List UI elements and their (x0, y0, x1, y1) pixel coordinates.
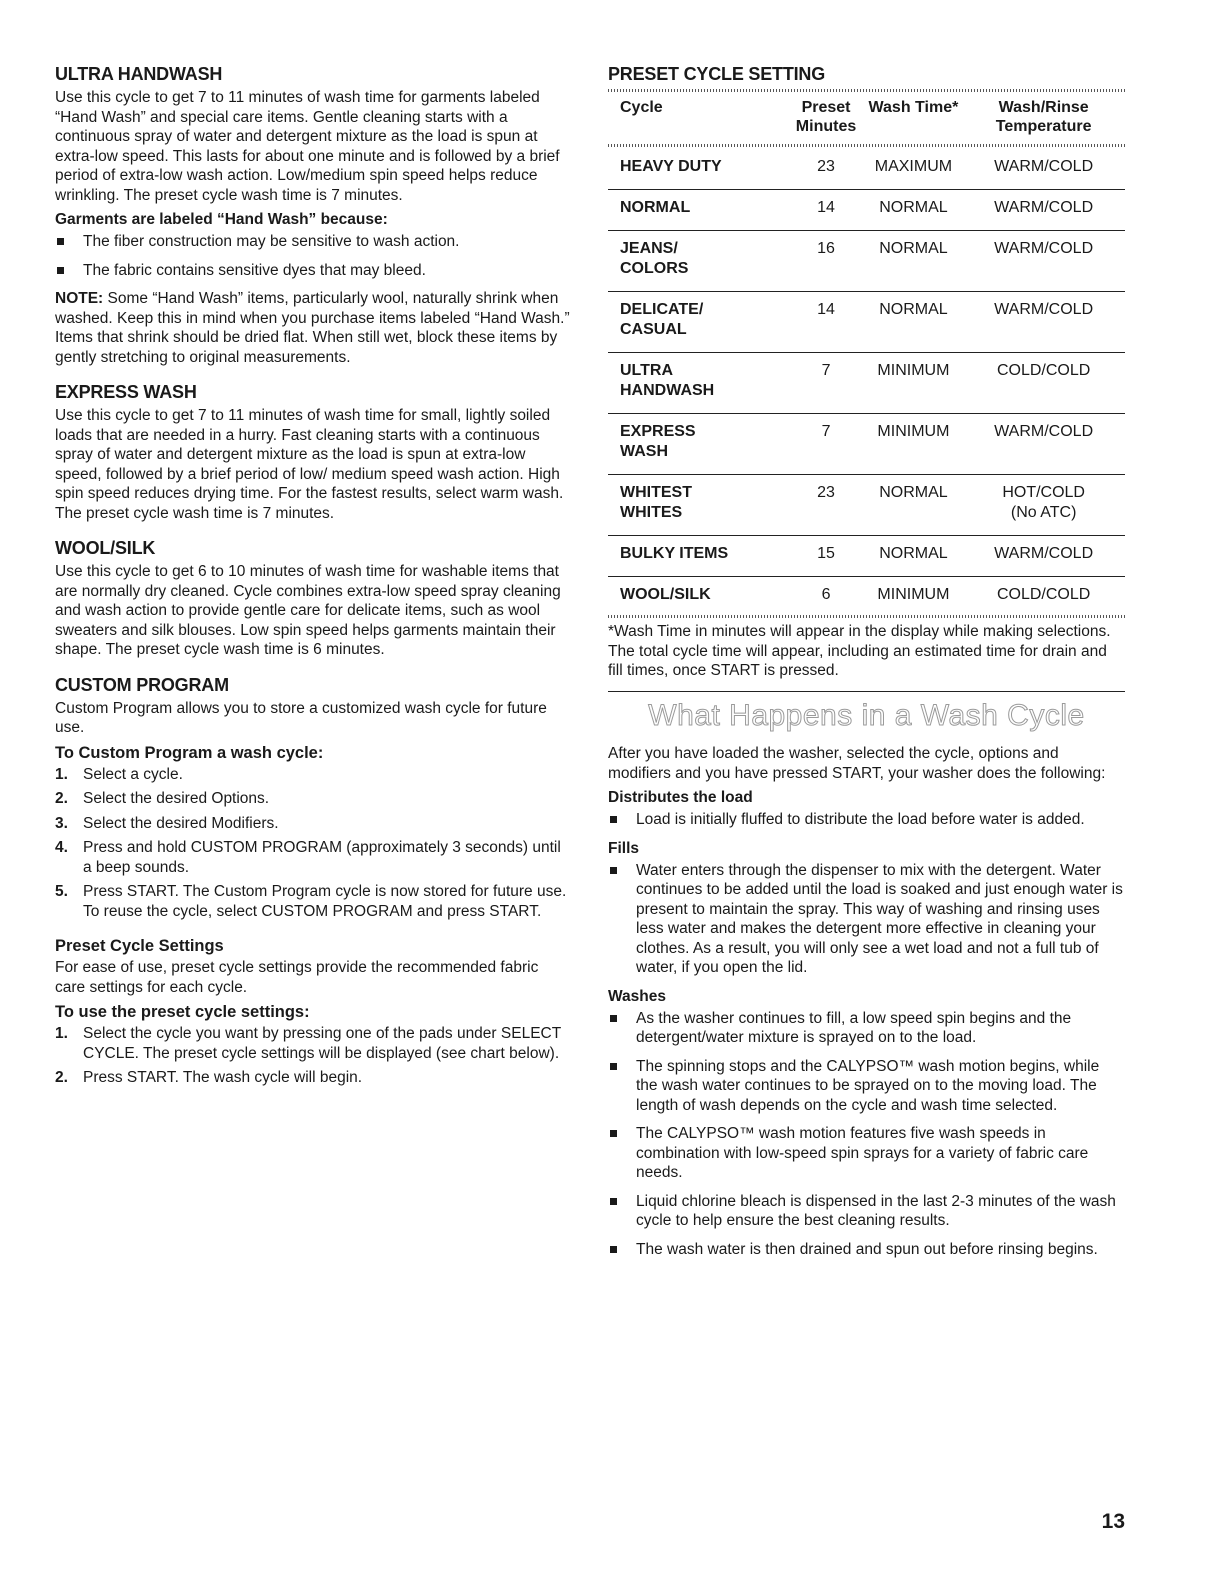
table-top-divider (608, 89, 1125, 92)
minutes-cell: 6 (821, 586, 831, 603)
step-text: Press START. The Custom Program cycle is now stored for future use. To reuse the cycle, select CUSTOM PROGRAM and press START. (83, 883, 567, 920)
express-wash-section (55, 382, 570, 523)
ultra-handwash-heading: ULTRA HANDWASH (55, 64, 223, 84)
hand-wash-reasons-list (55, 232, 570, 280)
list-item: The CALYPSO™ wash motion features five wash speeds in combination with low-speed spin sprays for a variety of fabric care needs. (608, 1124, 1125, 1183)
wool-silk-section (55, 538, 570, 660)
table-header-row (608, 96, 1125, 144)
minutes-cell: 16 (788, 231, 865, 292)
step-item (55, 882, 570, 921)
table-title: PRESET CYCLE SETTING (608, 64, 826, 84)
list-item: The spinning stops and the CALYPSO™ wash motion begins, while the wash water continues to be sprayed on to the moving load. The length of wash depends on the cycle and wash time selected. (608, 1057, 1125, 1116)
cycle-cell: HEAVY DUTY (608, 149, 788, 190)
wash-time-cell: MINIMUM (865, 414, 963, 475)
wash-time-cell: MINIMUM (865, 353, 963, 414)
temperature-cell: WARM/COLD (962, 190, 1125, 231)
hand-wash-note (55, 289, 570, 367)
step-text: Select the cycle you want by pressing one of the pads under SELECT CYCLE. The preset cycle settings will be displayed (see chart below). (83, 1025, 561, 1062)
temperature-cell: WARM/COLD (962, 149, 1125, 190)
cycle-cell: WOOL/SILK (620, 586, 711, 603)
left-column (55, 64, 570, 1103)
step-number: 5. (55, 883, 68, 900)
wool-silk-heading: WOOL/SILK (55, 538, 156, 558)
step-item (55, 789, 570, 809)
step-text: Select the desired Modifiers. (83, 814, 279, 832)
custom-program-section (55, 675, 570, 922)
step-number: 2. (55, 790, 68, 807)
step-number: 4. (55, 839, 68, 856)
express-wash-heading: EXPRESS WASH (55, 382, 197, 402)
distributes-list (608, 810, 1125, 830)
custom-program-steps (55, 765, 570, 922)
minutes-cell: 7 (788, 414, 865, 475)
list-item: The fabric contains sensitive dyes that may bleed. (55, 261, 570, 281)
table-row (608, 536, 1125, 577)
page-number: 13 (1101, 1510, 1125, 1533)
table-row (608, 292, 1125, 353)
table-row (608, 577, 1125, 612)
preset-cycle-table (608, 96, 1125, 611)
header-temperature: Wash/Rinse Temperature (995, 99, 1092, 135)
table-row (608, 414, 1125, 475)
minutes-cell: 23 (788, 475, 865, 536)
express-wash-body: Use this cycle to get 7 to 11 minutes of wash time for small, lightly soiled loads that are needed in a hurry. Fast cleaning starts with a continuous spray of water and detergent mixture as the load is spun at extra-low speed, followed by a brief period of low/ medium speed wash action. High spin speed reduces drying time. For the fastest results, select warm wash. The preset cycle wash time is 7 minutes. (55, 407, 564, 522)
step-item (55, 838, 570, 877)
table-header-divider (608, 144, 1125, 147)
fills-heading: Fills (608, 839, 640, 857)
temperature-cell: WARM/COLD (962, 231, 1125, 292)
custom-program-steps-heading: To Custom Program a wash cycle: (55, 743, 324, 762)
minutes-cell: 7 (788, 353, 865, 414)
header-cycle: Cycle (620, 99, 663, 116)
table-row (608, 190, 1125, 231)
cycle-cell: NORMAL (608, 190, 788, 231)
minutes-cell: 14 (788, 292, 865, 353)
cycle-cell: BULKY ITEMS (608, 536, 788, 577)
step-item (55, 1024, 570, 1063)
temperature-cell: WARM/COLD (962, 292, 1125, 353)
step-item (55, 814, 570, 834)
section-rule (608, 691, 1125, 693)
wash-cycle-headline: What Happens in a Wash Cycle (648, 699, 1085, 732)
list-item: Liquid chlorine bleach is dispensed in the last 2-3 minutes of the wash cycle to help ensure the best cleaning results. (608, 1192, 1125, 1231)
cycle-cell: EXPRESS WASH (608, 414, 788, 475)
list-item: The wash water is then drained and spun out before rinsing begins. (608, 1240, 1125, 1260)
wash-time-cell: MAXIMUM (865, 149, 963, 190)
wash-time-cell: MINIMUM (877, 586, 950, 603)
note-text: Some “Hand Wash” items, particularly wool, naturally shrink when washed. Keep this in mind when you purchase items labeled “Hand Wash.” Items that shrink should be dried flat. When still wet, block these items by gently stretching to original measurements. (55, 290, 570, 366)
step-text: Press and hold CUSTOM PROGRAM (approximately 3 seconds) until a beep sounds. (83, 839, 561, 876)
list-item: As the washer continues to fill, a low speed spin begins and the detergent/water mixture is sprayed on to the load. (608, 1009, 1125, 1048)
wash-time-cell: NORMAL (865, 231, 963, 292)
temperature-cell: HOT/COLD (No ATC) (962, 475, 1125, 536)
preset-settings-heading: Preset Cycle Settings (55, 937, 224, 955)
right-column (608, 64, 1125, 1268)
table-row (608, 231, 1125, 292)
cycle-cell: DELICATE/ CASUAL (608, 292, 788, 353)
minutes-cell: 14 (788, 190, 865, 231)
table-row (608, 353, 1125, 414)
ultra-handwash-body: Use this cycle to get 7 to 11 minutes of wash time for garments labeled “Hand Wash” and special care items. Gentle cleaning starts with a continuous spray of water and detergent mixture as the load is spun at extra-low speed. This lasts for about one minute and is followed by a brief period of extra-low wash action. Low/medium spin speed helps reduce wrinkling. The preset cycle wash time is 7 minutes. (55, 89, 560, 204)
cycle-cell: WHITEST WHITES (608, 475, 788, 536)
step-number: 1. (55, 1025, 68, 1042)
list-item: Load is initially fluffed to distribute the load before water is added. (608, 810, 1125, 830)
note-label: NOTE: (55, 290, 104, 307)
wash-time-cell: NORMAL (865, 292, 963, 353)
step-item (55, 1068, 570, 1088)
header-preset-minutes: Preset Minutes (795, 99, 857, 135)
step-text: Select the desired Options. (83, 790, 270, 807)
custom-program-body: Custom Program allows you to store a customized wash cycle for future use. (55, 699, 547, 736)
hand-wash-reasons-heading: Garments are labeled “Hand Wash” because: (55, 211, 388, 228)
wash-time-cell: NORMAL (865, 190, 963, 231)
distributes-heading: Distributes the load (608, 789, 753, 806)
temperature-cell: COLD/COLD (962, 353, 1125, 414)
header-wash-time: Wash Time* (868, 99, 959, 116)
custom-program-heading: CUSTOM PROGRAM (55, 674, 229, 695)
minutes-cell: 23 (788, 149, 865, 190)
preset-settings-section (55, 936, 570, 1088)
table-row (608, 149, 1125, 190)
preset-settings-body: For ease of use, preset cycle settings provide the recommended fabric care settings for each cycle. (55, 959, 539, 996)
list-item: Water enters through the dispenser to mix with the detergent. Water continues to be added until the load is soaked and just enough water is present to maintain the spray. This way of washing and rinsing uses less water and makes the detergent more effective in cleaning your clothes. As a result, you will only see a wet load and not a full tub of water, if you open the lid. (608, 861, 1125, 978)
wash-time-cell: NORMAL (865, 475, 963, 536)
preset-settings-steps (55, 1024, 570, 1088)
list-item: The fiber construction may be sensitive to wash action. (55, 232, 570, 252)
table-bottom-divider (608, 615, 1125, 618)
table-row (608, 475, 1125, 536)
cycle-cell: JEANS/ COLORS (608, 231, 788, 292)
step-number: 3. (55, 814, 68, 832)
washes-heading: Washes (608, 987, 667, 1005)
ultra-handwash-section (55, 64, 570, 367)
temperature-cell: WARM/COLD (962, 414, 1125, 475)
wool-silk-body: Use this cycle to get 6 to 10 minutes of wash time for washable items that are normally dry cleaned. Cycle combines extra-low speed spray cleaning and wash action to provide gentle care for delicate items, such as wool sweaters and silk blouses. Low spin speed helps garments maintain their shape. The preset cycle wash time is 6 minutes. (55, 563, 561, 658)
temperature-cell: WARM/COLD (962, 536, 1125, 577)
step-number: 1. (55, 765, 68, 783)
preset-settings-steps-heading: To use the preset cycle settings: (55, 1003, 310, 1021)
step-number: 2. (55, 1069, 68, 1086)
cycle-cell: ULTRA HANDWASH (608, 353, 788, 414)
step-text: Press START. The wash cycle will begin. (83, 1069, 363, 1086)
table-footnote: *Wash Time in minutes will appear in the display while making selections. The total cycle time will appear, including an estimated time for drain and fill times, once START is pressed. (608, 623, 1111, 679)
wash-time-cell: NORMAL (865, 536, 963, 577)
fills-list (608, 861, 1125, 978)
wash-cycle-intro: After you have loaded the washer, selected the cycle, options and modifiers and you have pressed START, your washer does the following: (608, 745, 1106, 782)
temperature-cell: COLD/COLD (996, 586, 1091, 603)
step-text: Select a cycle. (83, 765, 183, 783)
minutes-cell: 15 (788, 536, 865, 577)
step-item (55, 765, 570, 785)
washes-list (608, 1009, 1125, 1260)
